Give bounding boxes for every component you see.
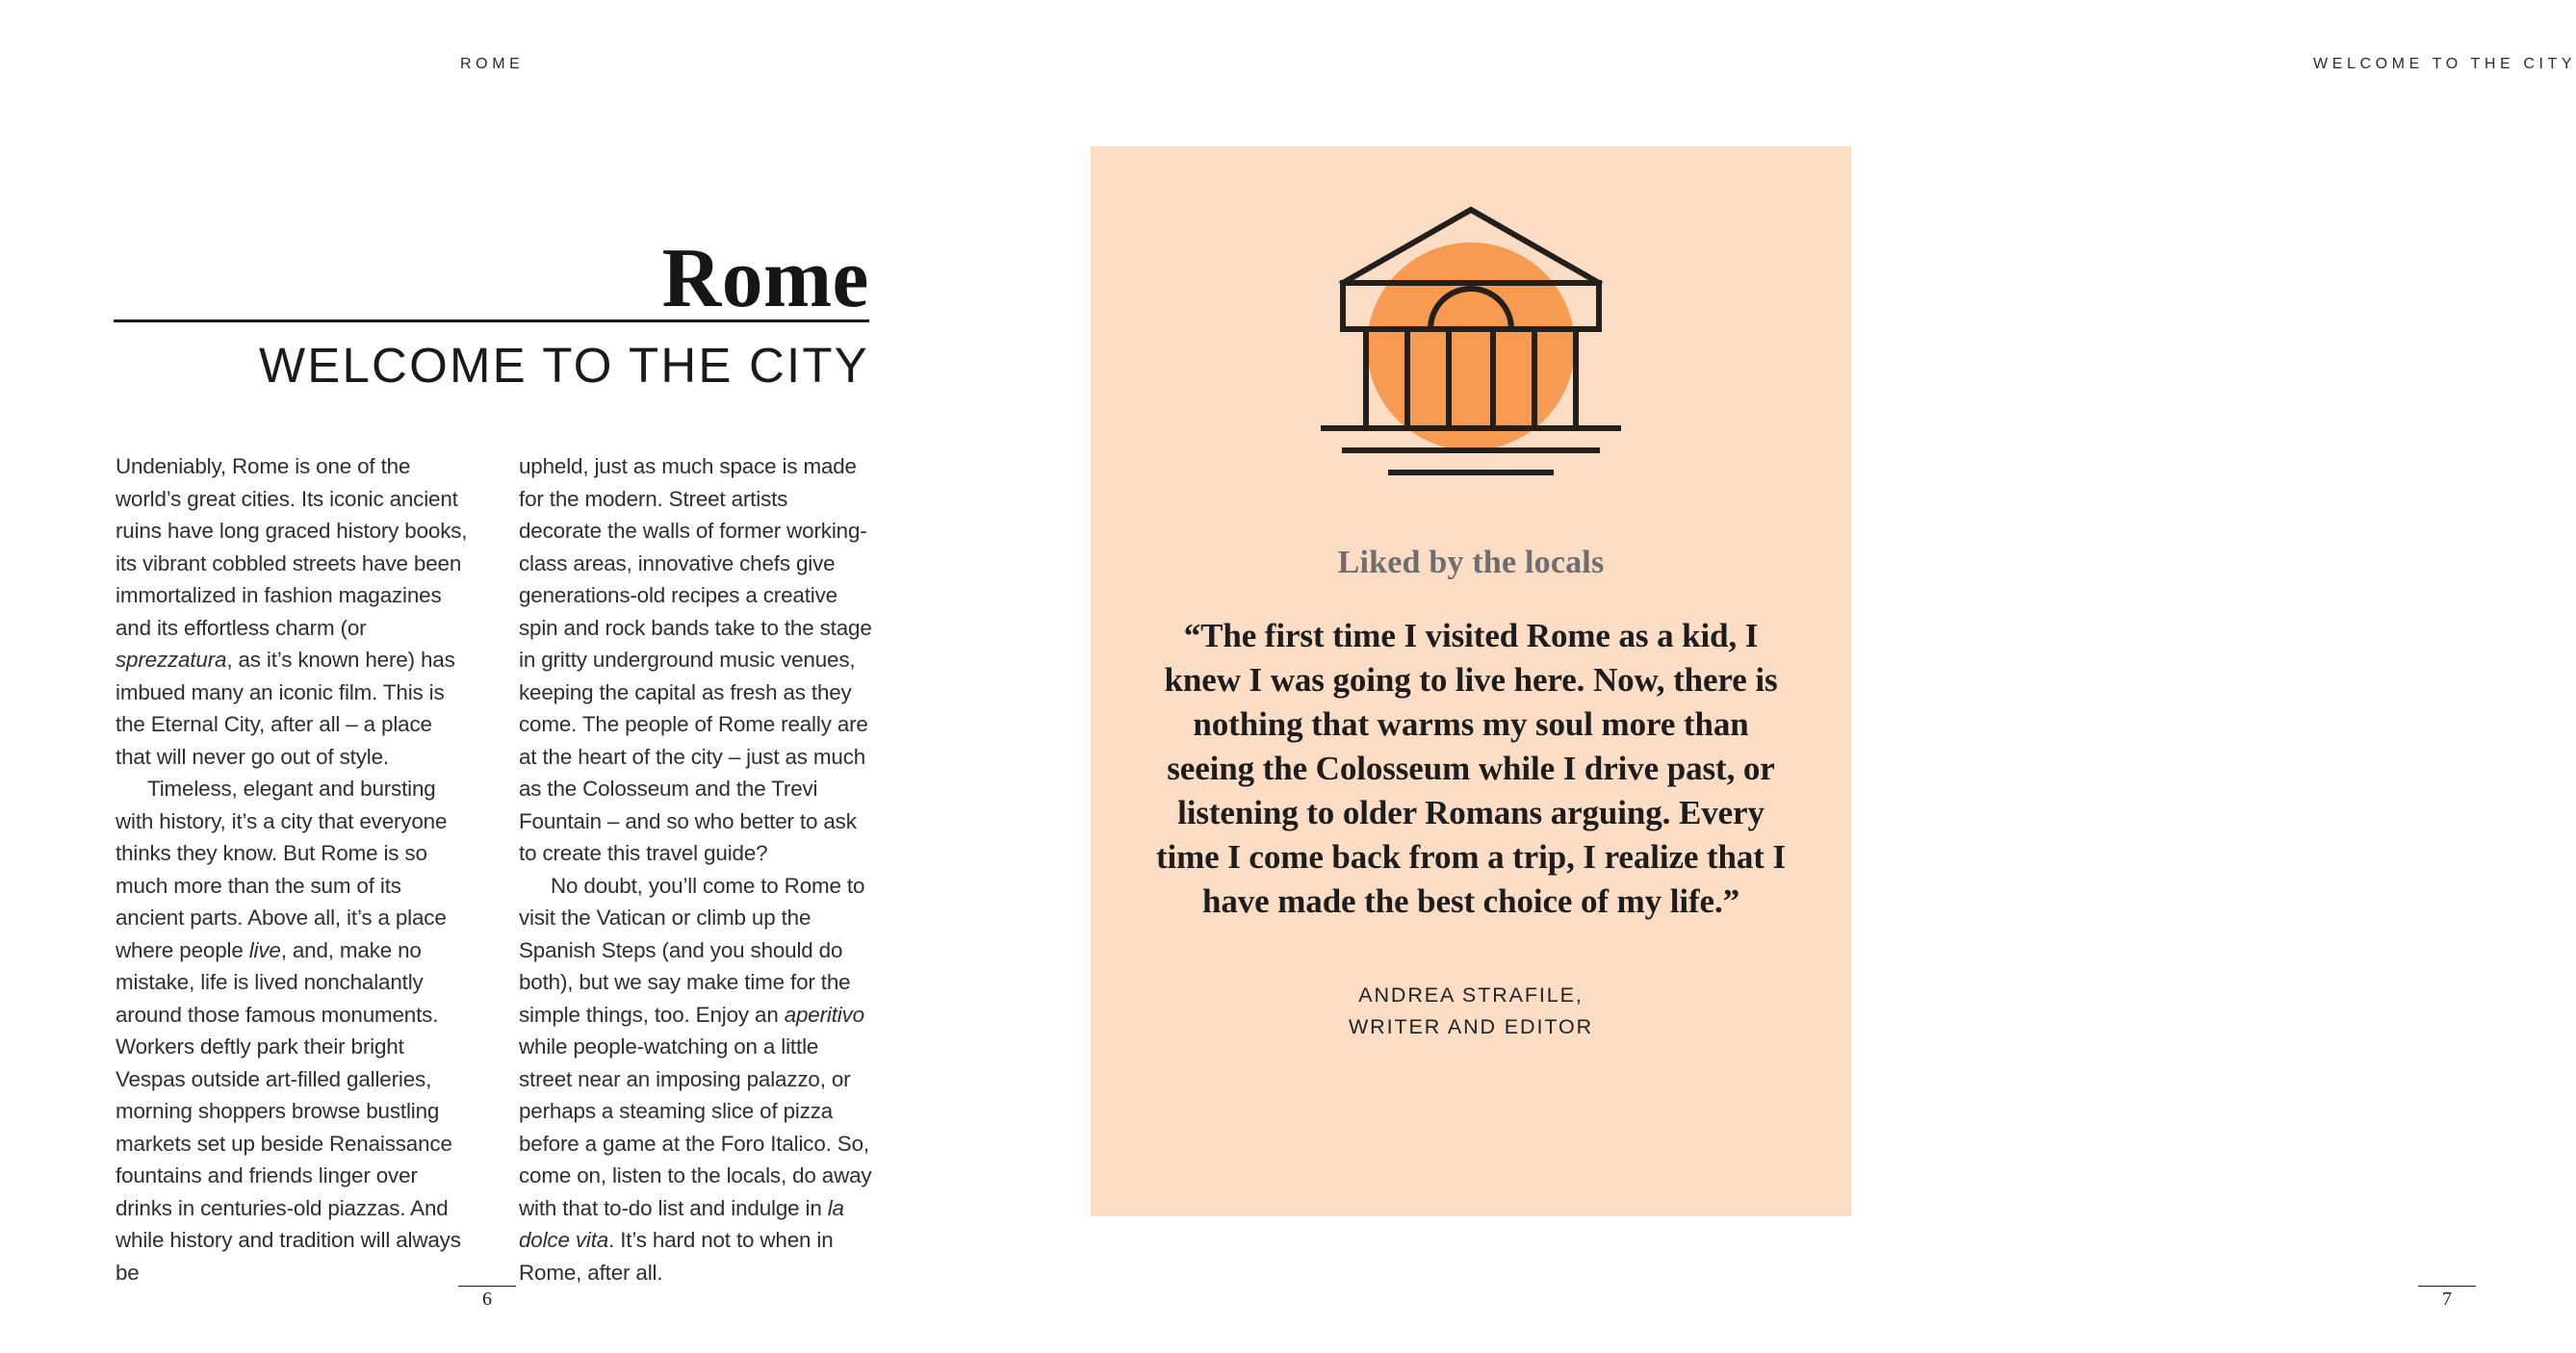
attribution-name: ANDREA STRAFILE, (1358, 983, 1584, 1007)
page-title: Rome (661, 232, 869, 325)
left-page (0, 0, 980, 1353)
running-head-left: ROME (460, 56, 525, 72)
folio-right-number: 7 (2418, 1286, 2476, 1311)
folio-left-number: 6 (458, 1286, 516, 1311)
body-columns (116, 450, 876, 1289)
pull-quote: “The first time I visited Rome as a kid, I knew I was going to live here. Now, there is nothing that warms my soul more than seeing the Colosseum while I drive past, or listening to older Romans arguing. Every time I come back from a trip, I realize that I have made the best choice of my life.” (1155, 617, 1787, 920)
quote-attribution (1349, 980, 1593, 1043)
body-column-2 (519, 450, 873, 1289)
body-paragraph: upheld, just as much space is made for the modern. Street artists decorate the walls of former working-class areas, innovative chefs give generations-old recipes a creative spin and rock bands take to the stage in gritty underground music venues, keeping the capital as fresh as they come. The people of Rome really are at the heart of the city – just as much as the Colosseum and the Trevi Fountain – and so who better to ask to create this travel guide? (519, 454, 872, 865)
folio-right (2418, 1286, 2476, 1311)
title-rule (114, 232, 869, 325)
quote-panel (1091, 146, 1851, 1216)
right-page (980, 0, 2576, 1353)
title-block (114, 232, 869, 394)
panel-kicker: Liked by the locals (1337, 545, 1605, 580)
roman-temple-icon (1312, 202, 1630, 481)
body-paragraph: Timeless, elegant and bursting with history, it’s a city that everyone thinks they know. But Rome is so much more than the sum of its ancient parts. Above all, it’s a place where people live, and, make no mistake, life is lived nonchalantly around those famous monuments. Workers deftly park their bright Vespas outside art-filled galleries, morning shoppers browse bustling markets set up beside Renaissance fountains and friends linger over drinks in centuries-old piazzas. And while history and tradition will always be (116, 777, 461, 1285)
folio-left (458, 1286, 516, 1311)
body-column-1 (116, 450, 470, 1289)
attribution-role: WRITER AND EDITOR (1348, 1015, 1594, 1038)
running-head-right: WELCOME TO THE CITY (2313, 56, 2576, 72)
body-paragraph: Undeniably, Rome is one of the world’s great cities. Its iconic ancient ruins have long graced history books, its vibrant cobbled streets have been immortalized in fashion magazines and its effortless charm (or sprezzatura, as it’s known here) has imbued many an iconic film. This is the Eternal City, after all – a place that will never go out of style. (116, 454, 468, 769)
page-subtitle: WELCOME TO THE CITY (258, 338, 869, 394)
body-paragraph: No doubt, you’ll come to Rome to visit the Vatican or climb up the Spanish Steps (and you should do both), but we say make time for the simple things, too. Enjoy an aperitivo while people-watching on a little street near an imposing palazzo, or perhaps a steaming slice of pizza before a game at the Foro Italico. So, come on, listen to the locals, do away with that to-do list and indulge in la dolce vita. It’s hard not to when in Rome, after all. (519, 873, 872, 1285)
